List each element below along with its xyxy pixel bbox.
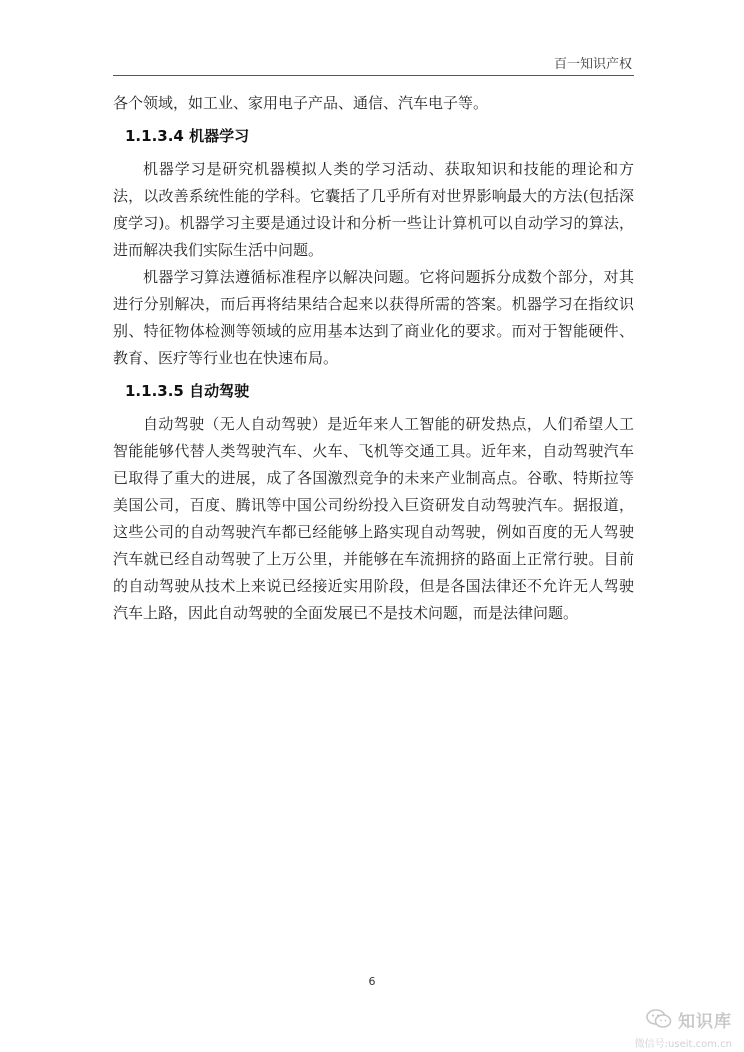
- section-heading-machine-learning: 1.1.3.4 机器学习: [125, 127, 250, 145]
- wechat-icon: [646, 1009, 672, 1029]
- paragraph-ml-algorithms: 机器学习算法遵循标准程序以解决问题。它将问题拆分成数个部分，对其进行分别解决，而后再将结果结合起来以获得所需的答案。机器学习在指纹识别、特征物体检测等领域的应用基本达到了商业化的要求。而对于智能硬件、教育、医疗等行业也在快速布局。: [113, 268, 634, 367]
- watermark: [618, 1008, 734, 1050]
- watermark-subtitle: 微信号:useit.com.cn: [634, 1039, 732, 1050]
- paragraph-intro: 各个领域，如工业、家用电子产品、通信、汽车电子等。: [113, 94, 489, 112]
- paragraph-ml-definition: 机器学习是研究机器模拟人类的学习活动、获取知识和技能的理论和方法，以改善系统性能的学科。它囊括了几乎所有对世界影响最大的方法(包括深度学习)。机器学习主要是通过设计和分析一些让计算机可以自动学习的算法，进而解决我们实际生活中问题。: [113, 160, 634, 259]
- page-number: 6: [368, 975, 376, 988]
- section-heading-autonomous-driving: 1.1.3.5 自动驾驶: [125, 382, 250, 400]
- watermark-name: 知识库: [678, 1011, 732, 1032]
- document-body: [113, 90, 634, 627]
- header-divider: [113, 75, 634, 76]
- header-title: 百一知识产权: [553, 57, 632, 72]
- watermark-logo: [646, 1008, 732, 1030]
- paragraph-autonomous-driving: 自动驾驶（无人自动驾驶）是近年来人工智能的研发热点，人们希望人工智能能够代替人类驾驶汽车、火车、飞机等交通工具。近年来，自动驾驶汽车已取得了重大的进展，成了各国激烈竞争的未来产业制高点。谷歌、特斯拉等美国公司，百度、腾讯等中国公司纷纷投入巨资研发自动驾驶汽车。据报道，这些公司的自动驾驶汽车都已经能够上路实现自动驾驶，例如百度的无人驾驶汽车就已经自动驾驶了上万公里，并能够在车流拥挤的路面上正常行驶。目前的自动驾驶从技术上来说已经接近实用阶段，但是各国法律还不允许无人驾驶汽车上路，因此自动驾驶的全面发展已不是技术问题，而是法律问题。: [113, 415, 634, 622]
